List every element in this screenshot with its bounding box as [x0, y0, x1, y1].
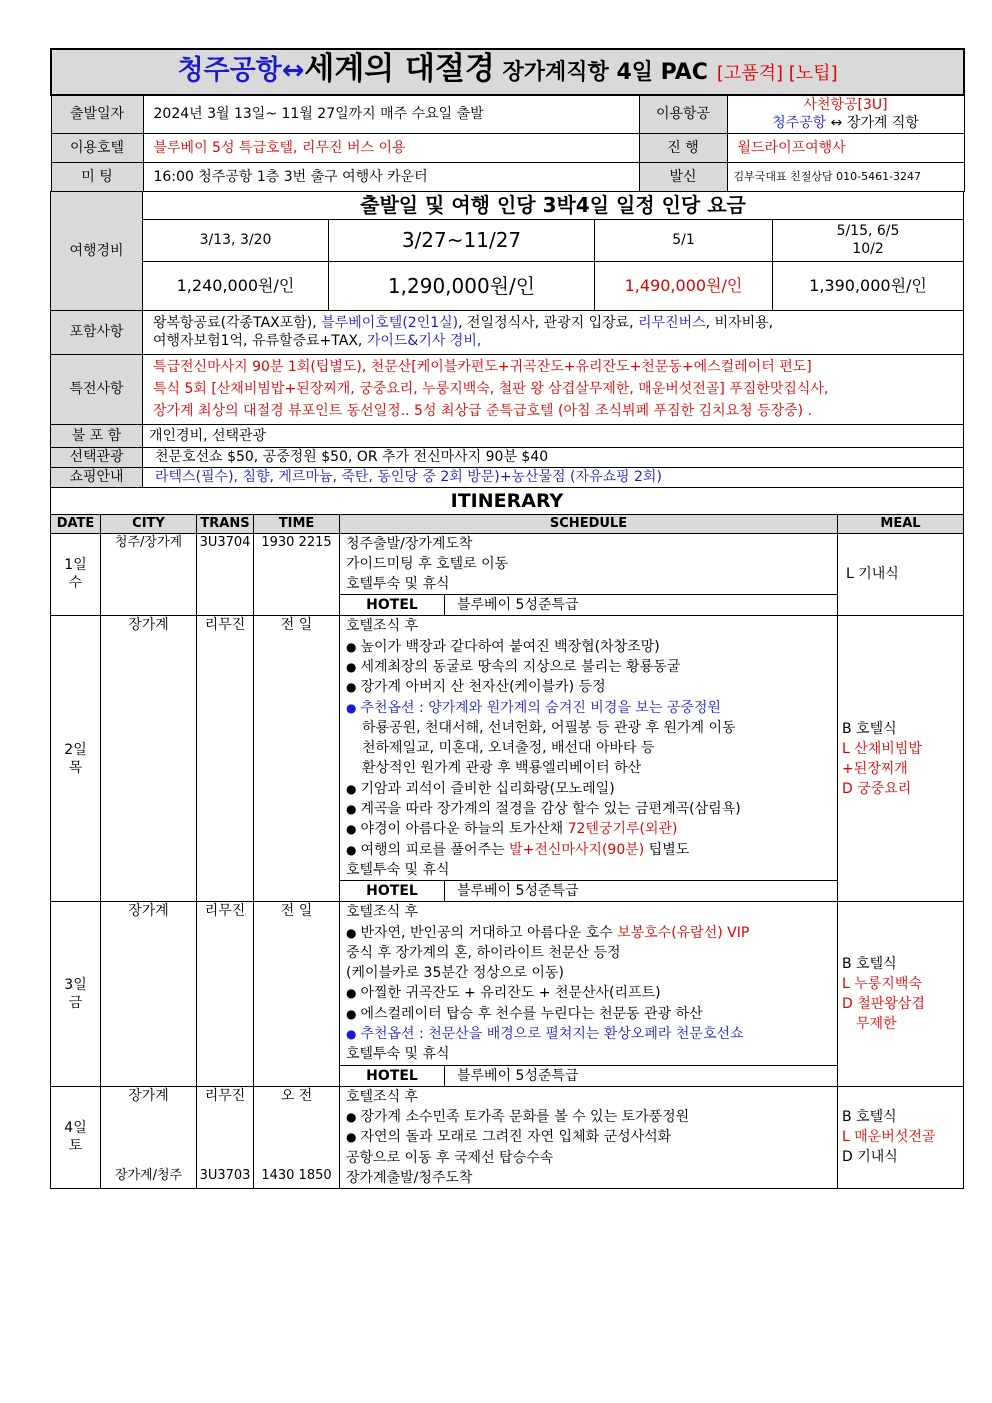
meeting-value: 16:00 청주공항 1층 3번 출구 여행사 카운터 — [143, 162, 639, 191]
day1-hotel: HOTEL 블루베이 5성준특급 — [340, 594, 837, 615]
day2-trans: 리무진 — [197, 616, 254, 902]
price-table — [50, 191, 964, 311]
price-date-2: 3/27~11/27 — [329, 219, 595, 261]
day1-time: 1930 2215 — [254, 533, 340, 616]
day4-meal: B 호텔식 L 매운버섯전골 D 기내식 — [838, 1086, 964, 1188]
day1-trans: 3U3704 — [197, 533, 254, 616]
day2-row — [51, 616, 964, 902]
page-title: 청주공항↔세계의 대절경 장가계직항 4일 PAC [고품격] [노팁] — [51, 49, 964, 95]
day2-hotel: HOTEL 블루베이 5성준특급 — [340, 880, 837, 901]
header-trans: TRANS — [197, 514, 254, 533]
day4-schedule: 호텔조식 후 ● 장가계 소수민족 토가족 문화를 볼 수 있는 토가풍정원 ● 자연의 돌과 모래로 그려진 자연 입체화 군성사석화 공항으로 이동 후 국제선 탑승수속 장가계출발/청주도착 — [340, 1086, 838, 1188]
price-amount-1: 1,240,000원/인 — [143, 261, 329, 310]
day3-date: 3일 금 — [51, 902, 101, 1086]
header-date: DATE — [51, 514, 101, 533]
excluded-label: 불 포 함 — [51, 424, 143, 447]
day3-trans: 리무진 — [197, 902, 254, 1086]
day3-time: 전 일 — [254, 902, 340, 1086]
day4-row — [51, 1086, 964, 1188]
day1-city: 청주/장가계 — [101, 533, 197, 616]
optional-label: 선택관광 — [51, 447, 143, 467]
header-schedule: SCHEDULE — [340, 514, 838, 533]
day1-meal: L 기내식 — [838, 533, 964, 616]
price-amount-3: 1,490,000원/인 — [595, 261, 773, 310]
day1-date: 1일 수 — [51, 533, 101, 616]
progress-label: 진 행 — [639, 133, 727, 162]
special-value: 특급전신마사지 90분 1회(팁별도), 천문산[케이블카편도+귀곡잔도+유리잔도+천문동+에스컬레이터 편도] 특식 5회 [산채비빔밥+된장찌개, 궁중요리, 누룽지백숙, 철판 왕 삼겹살무제한, 매운버섯전골] 푸짐한맛집식사, 장가계 최상의 대절경 뷰포인트 동선일정.. 5성 최상급 준특급호텔 (아침 조식뷔페 푸짐한 김치요청 등장중) . — [143, 354, 964, 424]
day3-hotel: HOTEL 블루베이 5성준특급 — [340, 1065, 837, 1086]
itinerary-header-row — [51, 514, 964, 533]
shopping-label: 쇼핑안내 — [51, 467, 143, 487]
shopping-value: 라텍스(필수), 침향, 게르마늄, 죽탄, 동인당 중 2회 방문)+농산물점 (자유쇼핑 2회) — [143, 467, 964, 487]
day1-row — [51, 533, 964, 616]
price-date-4: 5/15, 6/5 10/2 — [773, 219, 964, 261]
airline-value: 사천항공[3U] 청주공항 ↔ 장가계 직항 — [727, 95, 964, 133]
itinerary-table — [50, 514, 964, 1190]
included-label: 포함사항 — [51, 310, 143, 354]
day4-city: 장가계 장가계/청주 — [101, 1086, 197, 1188]
header-time: TIME — [254, 514, 340, 533]
price-header: 출발일 및 여행 인당 3박4일 일정 인당 요금 — [143, 191, 964, 219]
price-amount-4: 1,390,000원/인 — [773, 261, 964, 310]
title-tags: [고품격] [노팁] — [716, 63, 838, 84]
hotel-value: 블루베이 5성 특급호텔, 리무진 버스 이용 — [143, 133, 639, 162]
special-label: 특전사항 — [51, 354, 143, 424]
airline-label: 이용항공 — [639, 95, 727, 133]
excluded-value: 개인경비, 선택관광 — [143, 424, 964, 447]
tour-document — [50, 48, 963, 1189]
day2-city: 장가계 — [101, 616, 197, 902]
day4-time: 오 전 1430 1850 — [254, 1086, 340, 1188]
day3-meal: B 호텔식 L 누룽지백숙 D 철판왕삼겹 무제한 — [838, 902, 964, 1086]
price-date-3: 5/1 — [595, 219, 773, 261]
details-table — [50, 310, 964, 515]
optional-value: 천문호선쇼 $50, 공중정원 $50, OR 추가 전신마사지 90분 $40 — [143, 447, 964, 467]
depart-label: 출발일자 — [51, 95, 143, 133]
header-meal: MEAL — [838, 514, 964, 533]
meeting-label: 미 팅 — [51, 162, 143, 191]
depart-value: 2024년 3월 13일~ 11월 27일까지 매주 수요일 출발 — [143, 95, 639, 133]
day1-schedule: 청주출발/장가계도착 가이드미팅 후 호텔로 이동 호텔투숙 및 휴식 HOTEL 블루베이 5성준특급 — [340, 533, 838, 616]
hotel-label: 이용호텔 — [51, 133, 143, 162]
price-label: 여행경비 — [51, 191, 143, 310]
header-city: CITY — [101, 514, 197, 533]
day4-date: 4일 토 — [51, 1086, 101, 1188]
price-date-1: 3/13, 3/20 — [143, 219, 329, 261]
day4-trans: 리무진 3U3703 — [197, 1086, 254, 1188]
day2-schedule: 호텔조식 후 ● 높이가 백장과 같다하여 붙여진 백장협(차창조망) ● 세계최장의 동굴로 땅속의 지상으로 불리는 황룡동굴 ● 장가계 아버지 산 천자산(케이블카) 등정 ● 추천옵션 : 양가계와 원가계의 숨겨진 비경을 보는 공중정원 하룡공원, 천대서해, 선녀헌화, 어필봉 등 관광 후 원가계 이동 천하제일교, 미혼대, 오녀출정, 배선대 아바타 등 환상적인 원가계 관광 후 백룡엘리베이터 하산 ● 기암과 괴석이 즐비한 십리화랑(모노레일) ● 계곡을 따라 장가계의 절경을 감상 할수 있는 금편계곡(삼림욕) ● 야경이 아름다운 하늘의 토가산채 72텐궁기루(외관) ● 여행의 피로를 풀어주는 발+전신마사지(90분) 팁별도 호텔투숙 및 휴식 HOTEL 블루베이 5성준특급 — [340, 616, 838, 902]
itinerary-title: ITINERARY — [51, 487, 964, 514]
included-value: 왕복항공료(각종TAX포함), 블루베이호텔(2인1실), 전일정식사, 관광지 입장료, 리무진버스, 비자비용, 여행자보험1억, 유류할증료+TAX, 가이드&기사 경비, — [143, 310, 964, 354]
price-amount-2: 1,290,000원/인 — [329, 261, 595, 310]
progress-value: 월드라이프여행사 — [727, 133, 964, 162]
day2-meal: B 호텔식 L 산채비빔밥 +된장찌개 D 궁중요리 — [838, 616, 964, 902]
sender-label: 발신 — [639, 162, 727, 191]
info-table — [50, 48, 965, 192]
sender-value: 김부국대표 친절상담 010-5461-3247 — [727, 162, 964, 191]
day3-city: 장가계 — [101, 902, 197, 1086]
day2-time: 전 일 — [254, 616, 340, 902]
day3-schedule: 호텔조식 후 ● 반자연, 반인공의 거대하고 아름다운 호수 보봉호수(유람선) VIP 중식 후 장가계의 혼, 하이라이트 천문산 등정 (케이블카로 35분간 정상으로 이동) ● 아찔한 귀곡잔도 + 유리잔도 + 천문산사(리프트) ● 에스컬레이터 탑승 후 천수를 누린다는 천문동 관광 하산 ● 추천옵션 : 천문산을 배경으로 펼쳐지는 환상오페라 천문호선쇼 호텔투숙 및 휴식 HOTEL 블루베이 5성준특급 — [340, 902, 838, 1086]
day2-date: 2일 목 — [51, 616, 101, 902]
day3-row — [51, 902, 964, 1086]
